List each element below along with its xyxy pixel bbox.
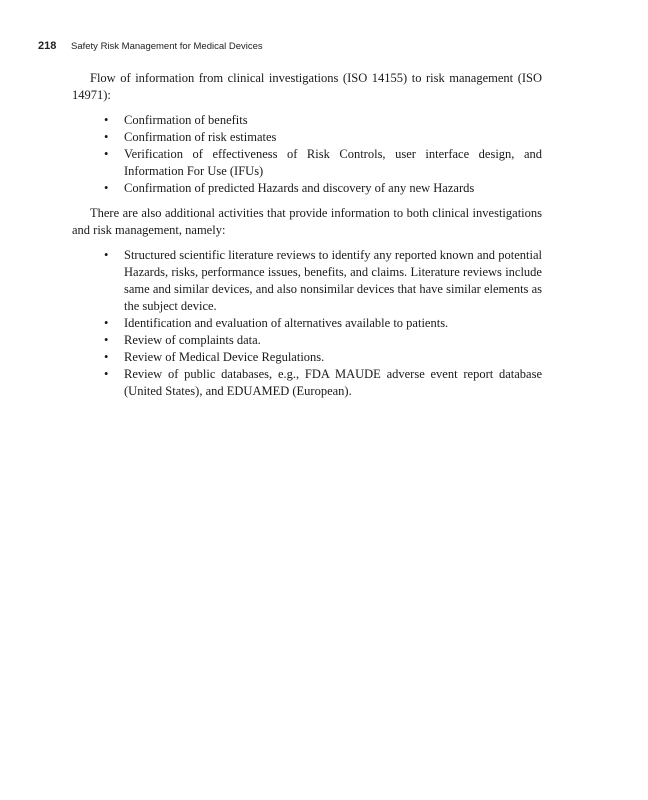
bullet-icon: • [104, 367, 109, 381]
list-item [90, 129, 542, 146]
bullet-list-info-flow [90, 112, 542, 197]
bullet-icon: • [104, 181, 109, 195]
list-item [90, 247, 542, 315]
list-item [90, 180, 542, 197]
bullet-icon: • [104, 130, 109, 144]
bullet-icon: • [104, 147, 109, 161]
body-text [72, 70, 542, 400]
paragraph-additional-activities: There are also additional activities that provide information to both clinical investigations and risk management, namely: [72, 206, 542, 237]
list-item-text: Identification and evaluation of alternatives available to patients. [124, 316, 449, 330]
bullet-icon: • [104, 350, 109, 364]
list-item [90, 315, 542, 332]
bullet-icon: • [104, 316, 109, 330]
list-item-text: Review of Medical Device Regulations. [124, 350, 325, 364]
bullet-icon: • [104, 333, 109, 347]
list-item-text: Review of public databases, e.g., FDA MAUDE adverse event report database (United States), and EDUAMED (European). [124, 367, 542, 398]
bullet-icon: • [104, 248, 109, 262]
list-item-text: Review of complaints data. [124, 333, 261, 347]
list-item [90, 146, 542, 180]
running-title: Safety Risk Management for Medical Devices [71, 41, 263, 52]
paragraph-info-flow: Flow of information from clinical investigations (ISO 14155) to risk management (ISO 14971): [72, 71, 542, 102]
running-head [38, 40, 263, 52]
list-item [90, 112, 542, 129]
list-item-text: Confirmation of predicted Hazards and discovery of any new Hazards [124, 181, 475, 195]
list-item [90, 332, 542, 349]
bullet-icon: • [104, 113, 109, 127]
list-item [90, 349, 542, 366]
list-item-text: Confirmation of benefits [124, 113, 248, 127]
bullet-list-additional-activities [90, 247, 542, 400]
list-item-text: Verification of effectiveness of Risk Controls, user interface design, and Information For Use (IFUs) [124, 147, 542, 178]
page-number: 218 [38, 40, 57, 52]
list-item [90, 366, 542, 400]
list-item-text: Structured scientific literature reviews to identify any reported known and potential Hazards, risks, performance issues, benefits, and claims. Literature reviews include same and similar devices, and also nonsimilar devices that have similar elements as the subject device. [124, 248, 542, 313]
list-item-text: Confirmation of risk estimates [124, 130, 277, 144]
